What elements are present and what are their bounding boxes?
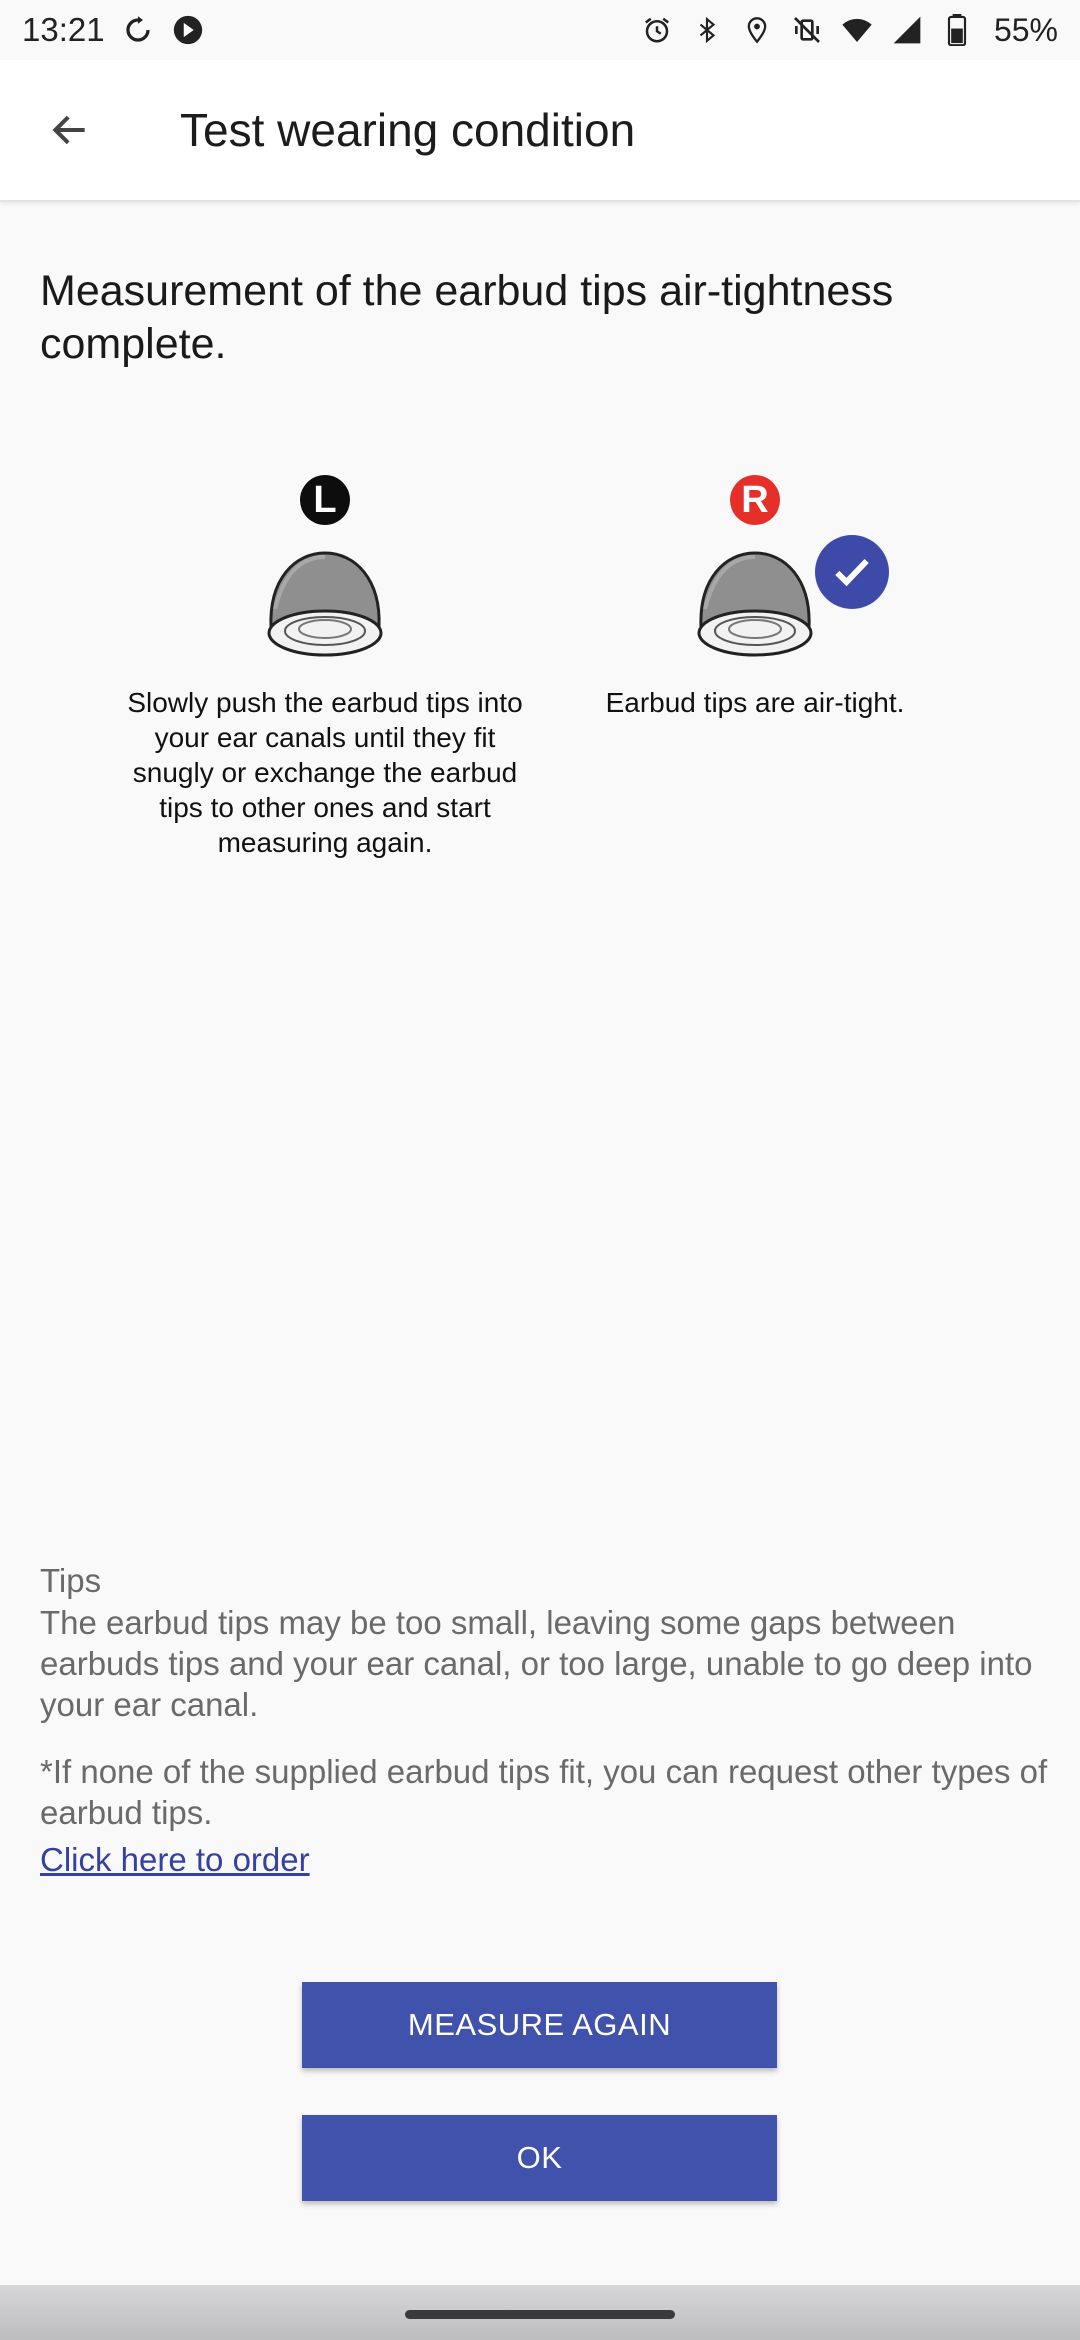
navigation-bar [0, 2285, 1080, 2340]
right-description: Earbud tips are air-tight. [605, 687, 905, 718]
tips-section [40, 1560, 1050, 1881]
home-gesture-handle[interactable] [405, 2310, 675, 2319]
battery-percentage: 55% [993, 11, 1058, 48]
back-button[interactable] [20, 80, 120, 180]
status-bar [0, 0, 1080, 60]
left-badge: L [300, 475, 350, 525]
tips-body: The earbud tips may be too small, leaving some gaps between earbuds tips and your ear canal, or too large, unable to go deep into your ear canal. [40, 1604, 1033, 1723]
bluetooth-icon [690, 13, 724, 47]
media-icon [171, 13, 205, 47]
status-time: 13:21 [22, 11, 105, 48]
vibrate-off-icon [790, 13, 824, 47]
left-description: Slowly push the earbud tips into your ear canals until they fit snugly or exchange the earbud tips to other ones and start measuring again. [127, 687, 523, 858]
tips-note: *If none of the supplied earbud tips fit, you can request other types of earbud tips. [40, 1753, 1048, 1831]
app-bar [0, 60, 1080, 202]
main-content [40, 200, 1040, 371]
earbud-tip-icon [695, 549, 815, 661]
measure-again-button[interactable]: MEASURE AGAIN [302, 1982, 777, 2068]
tips-title: Tips [40, 1562, 102, 1599]
page-title: Test wearing condition [180, 104, 636, 156]
right-badge: R [730, 475, 780, 525]
location-icon [740, 13, 774, 47]
check-circle-icon [815, 535, 889, 609]
order-link[interactable]: Click here to order [40, 1841, 310, 1878]
status-bar-left [22, 11, 205, 49]
battery-icon [940, 13, 974, 47]
right-earbud-result [555, 475, 955, 720]
status-bar-right [640, 12, 1058, 49]
earbud-tip-icon [265, 549, 385, 661]
alarm-icon [640, 13, 674, 47]
wifi-icon [840, 13, 874, 47]
sync-icon [121, 13, 155, 47]
result-heading: Measurement of the earbud tips air-tightness complete. [40, 267, 894, 368]
ok-button[interactable]: OK [302, 2115, 777, 2201]
left-earbud-result [125, 475, 525, 860]
arrow-left-icon [48, 108, 92, 152]
signal-icon [890, 13, 924, 47]
